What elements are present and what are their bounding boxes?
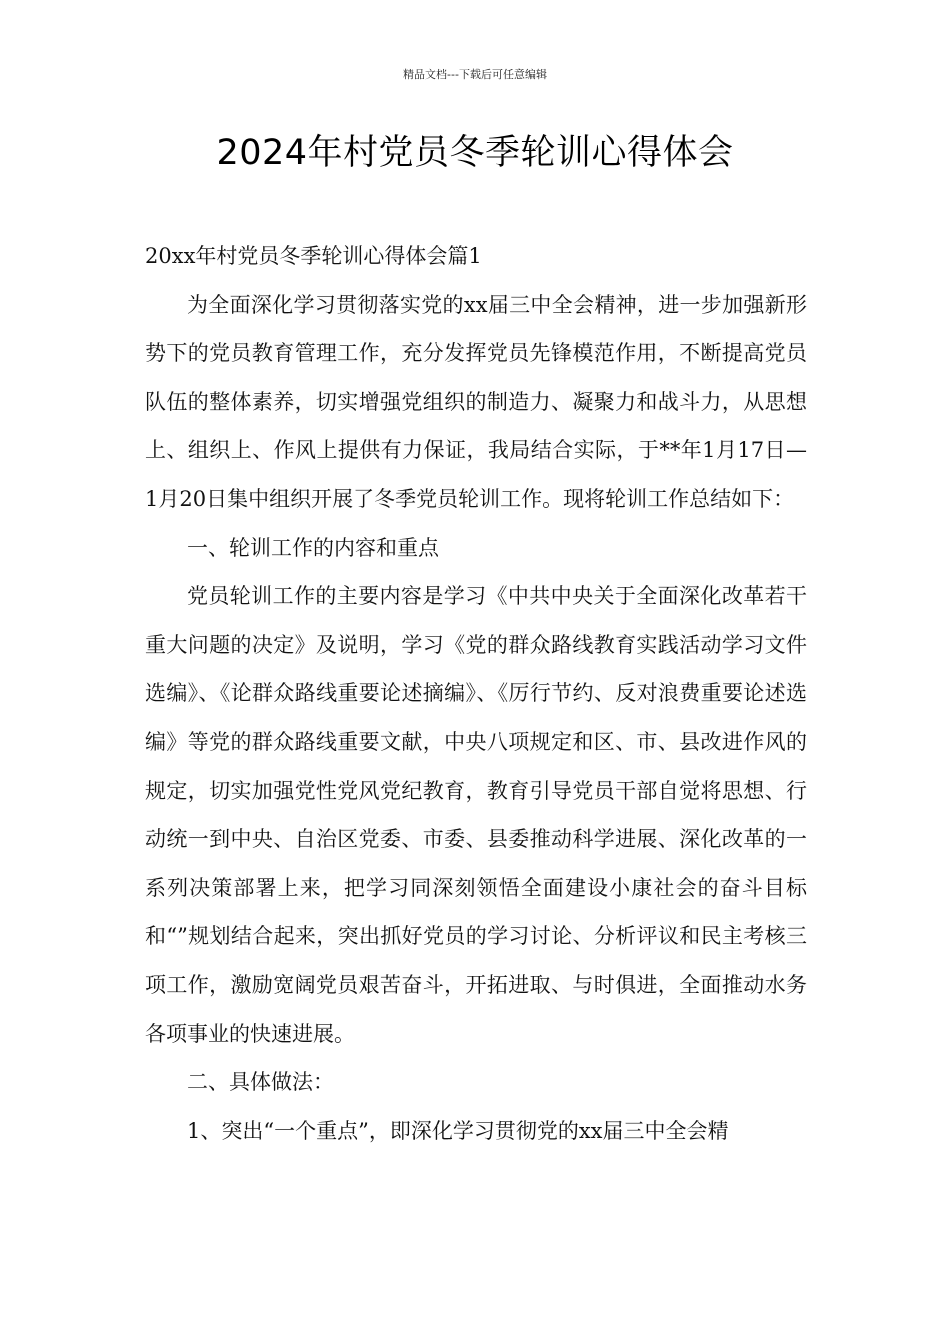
heading-methods: 二、具体做法： (187, 1070, 334, 1095)
paragraph-method-1: 1、突出“一个重点”，即深化学习贯彻党的xx届三中全会精 (187, 1118, 729, 1143)
header-note: 精品文档---下载后可任意编辑 (403, 68, 547, 81)
heading-content-focus: 一、轮训工作的内容和重点 (187, 535, 439, 560)
document-body (145, 232, 807, 1155)
section-heading: 20xx年村党员冬季轮训心得体会篇1 (145, 244, 482, 268)
paragraph-intro: 为全面深化学习贯彻落实党的xx届三中全会精神，进一步加强新形势下的党员教育管理工作，充分发挥党员先锋模范作用，不断提高党员队伍的整体素养，切实增强党组织的制造力、凝聚力和战斗力，从思想上、组织上、作风上提供有力保证，我局结合实际，于**年1月17日—1月20日集中组织开展了冬季党员轮训工作。现将轮训工作总结如下： (145, 292, 807, 511)
paragraph-content: 党员轮训工作的主要内容是学习《中共中央关于全面深化改革若干重大问题的决定》及说明，学习《党的群众路线教育实践活动学习文件选编》、《论群众路线重要论述摘编》、《厉行节约、反对浪费重要论述选编》等党的群众路线重要文献，中央八项规定和区、市、县改进作风的规定，切实加强党性党风党纪教育，教育引导党员干部自觉将思想、行动统一到中央、自治区党委、市委、县委推动科学进展、深化改革的一系列决策部署上来，把学习同深刻领悟全面建设小康社会的奋斗目标和“”规划结合起来，突出抓好党员的学习讨论、分析评议和民主考核三项工作，激励宽阔党员艰苦奋斗，开拓进取、与时俱进，全面推动水务各项事业的快速进展。 (145, 584, 807, 1046)
document-title: 2024年村党员冬季轮训心得体会 (216, 133, 734, 173)
